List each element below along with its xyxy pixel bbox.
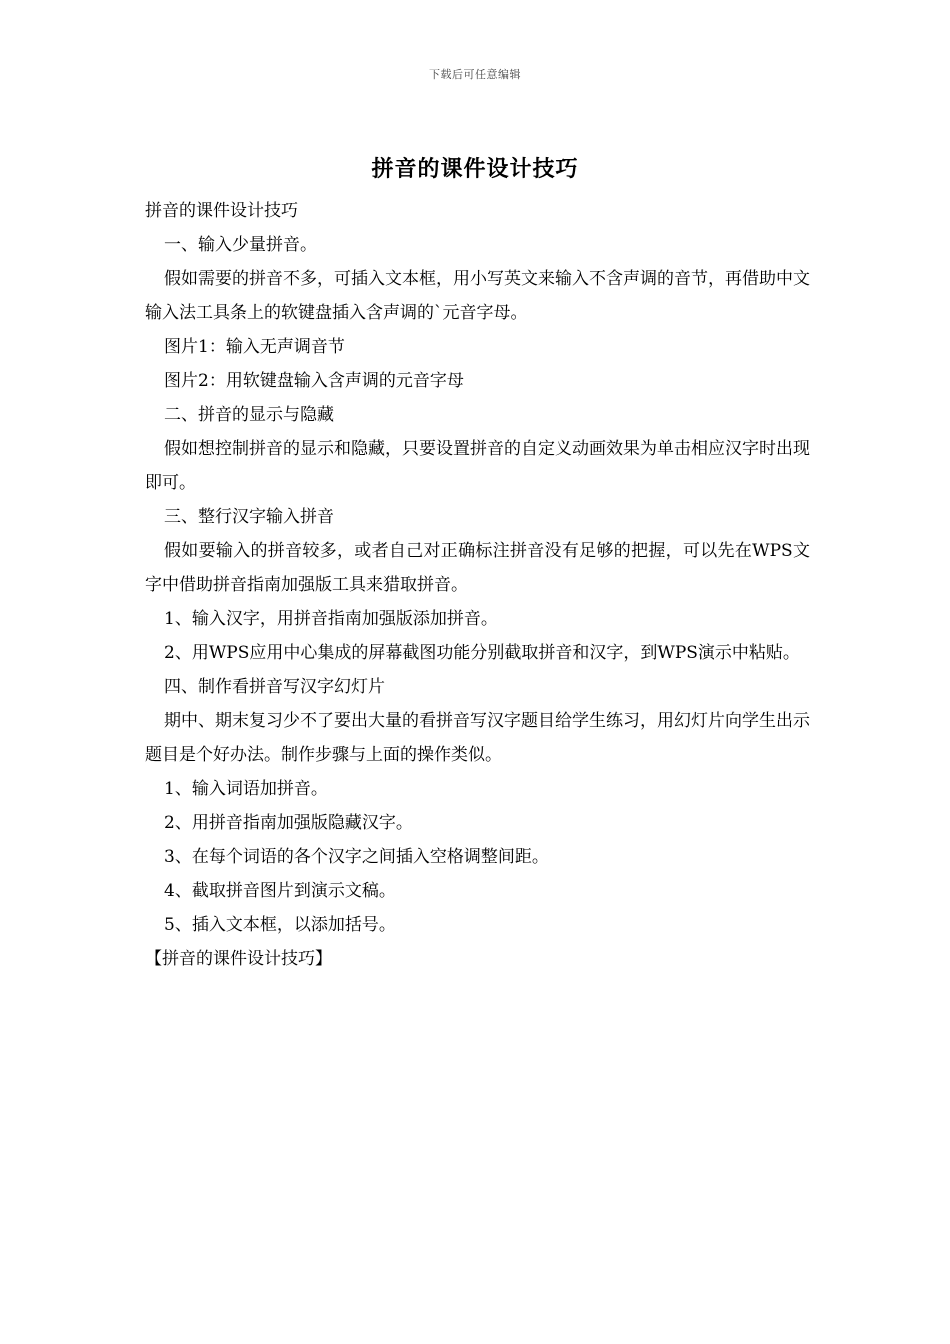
paragraph: 假如要输入的拼音较多，或者自己对正确标注拼音没有足够的把握，可以先在WPS文字中借助拼音指南加强版工具来猎取拼音。 — [145, 541, 810, 595]
list-item: 3、在每个词语的各个汉字之间插入空格调整间距。 — [164, 847, 549, 867]
paragraph: 假如想控制拼音的显示和隐藏，只要设置拼音的自定义动画效果为单击相应汉字时出现即可。 — [145, 439, 810, 493]
document-title: 拼音的课件设计技巧 — [371, 156, 579, 182]
section-heading-2: 二、拼音的显示与隐藏 — [164, 405, 334, 425]
list-item: 2、用拼音指南加强版隐藏汉字。 — [164, 813, 413, 833]
section-heading-1: 一、输入少量拼音。 — [164, 235, 317, 255]
closing-title: 【拼音的课件设计技巧】 — [145, 949, 332, 969]
list-item: 4、截取拼音图片到演示文稿。 — [164, 881, 396, 901]
list-item: 5、插入文本框，以添加括号。 — [164, 915, 396, 935]
document-body — [145, 194, 810, 976]
section-heading-4: 四、制作看拼音写汉字幻灯片 — [164, 677, 385, 697]
list-item: 1、输入汉字，用拼音指南加强版添加拼音。 — [164, 609, 498, 629]
paragraph: 假如需要的拼音不多，可插入文本框，用小写英文来输入不含声调的音节，再借助中文输入法工具条上的软键盘插入含声调的`元音字母。 — [145, 269, 810, 323]
paragraph-subtitle: 拼音的课件设计技巧 — [145, 201, 298, 221]
list-item: 2、用WPS应用中心集成的屏幕截图功能分别截取拼音和汉字，到WPS演示中粘贴。 — [164, 643, 800, 663]
header-note: 下载后可任意编辑 — [429, 68, 521, 81]
section-heading-3: 三、整行汉字输入拼音 — [164, 507, 334, 527]
list-item: 1、输入词语加拼音。 — [164, 779, 328, 799]
image-caption-1: 图片1：输入无声调音节 — [164, 337, 345, 357]
image-caption-2: 图片2：用软键盘输入含声调的元音字母 — [164, 371, 464, 391]
paragraph: 期中、期末复习少不了要出大量的看拼音写汉字题目给学生练习，用幻灯片向学生出示题目是个好办法。制作步骤与上面的操作类似。 — [145, 711, 810, 765]
